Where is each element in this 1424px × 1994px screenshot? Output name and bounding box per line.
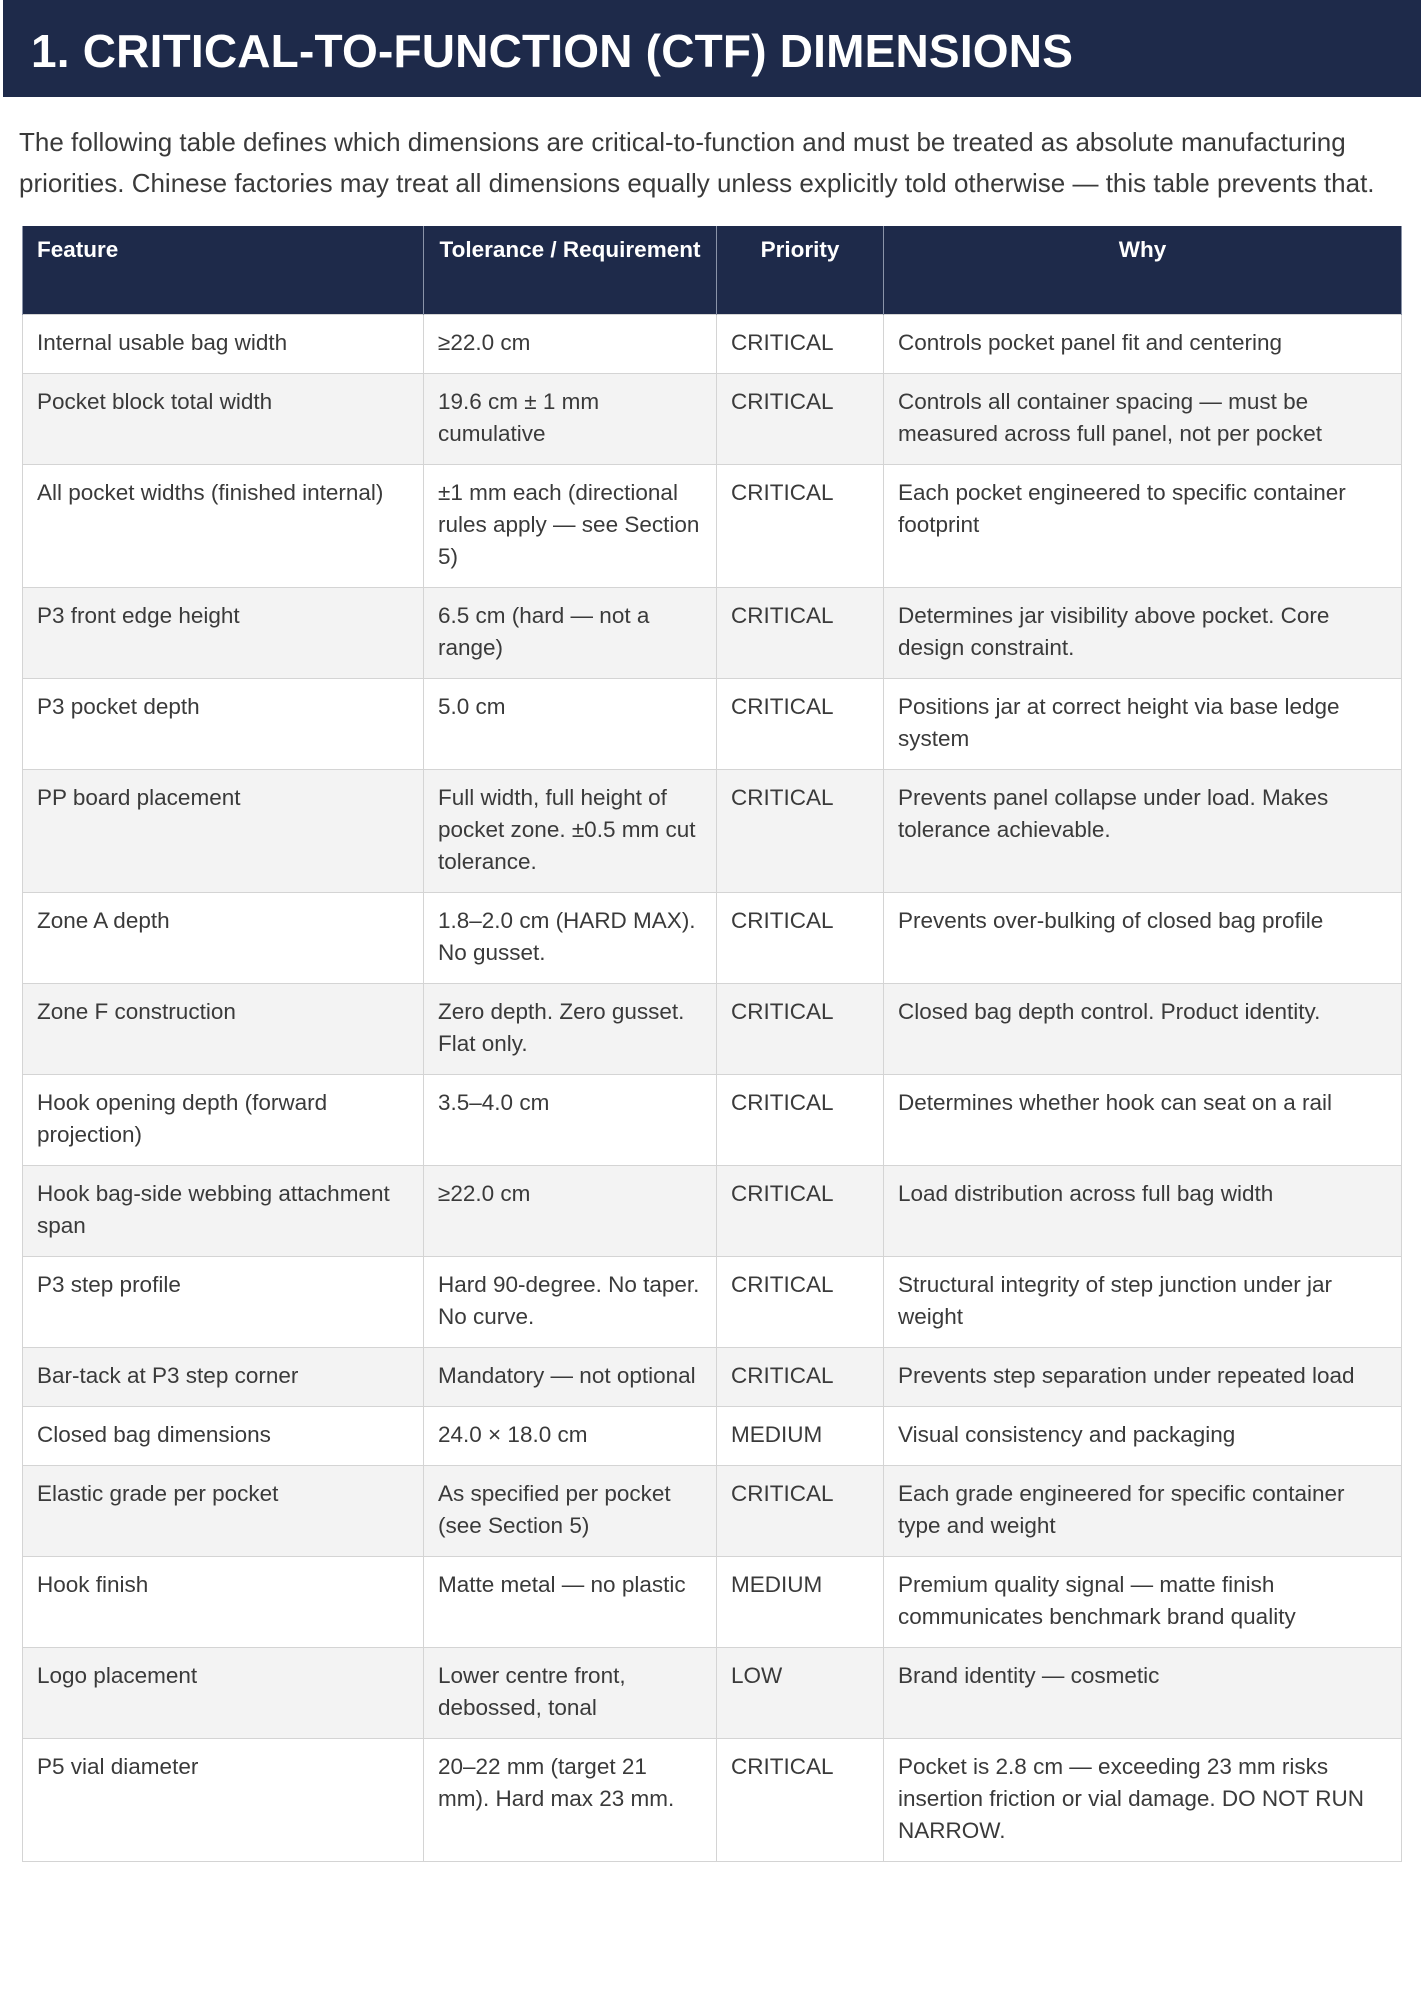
cell-tolerance: As specified per pocket (see Section 5)	[424, 1465, 717, 1556]
cell-feature: Pocket block total width	[23, 373, 424, 464]
table-row	[23, 892, 1402, 983]
cell-why: Load distribution across full bag width	[884, 1165, 1402, 1256]
table-row	[23, 1165, 1402, 1256]
column-header-tolerance: Tolerance / Requirement	[424, 226, 717, 314]
table-row	[23, 1738, 1402, 1861]
cell-feature: Logo placement	[23, 1647, 424, 1738]
column-header-why: Why	[884, 226, 1402, 314]
table-row	[23, 1074, 1402, 1165]
cell-why: Brand identity — cosmetic	[884, 1647, 1402, 1738]
cell-why: Premium quality signal — matte finish communicates benchmark brand quality	[884, 1556, 1402, 1647]
cell-tolerance: 1.8–2.0 cm (HARD MAX). No gusset.	[424, 892, 717, 983]
cell-feature: Bar-tack at P3 step corner	[23, 1347, 424, 1406]
cell-tolerance: Mandatory — not optional	[424, 1347, 717, 1406]
cell-feature: Zone A depth	[23, 892, 424, 983]
cell-tolerance: Hard 90-degree. No taper. No curve.	[424, 1256, 717, 1347]
table-body	[23, 314, 1402, 1861]
section-header-bar	[3, 0, 1421, 97]
cell-priority: CRITICAL	[717, 769, 884, 892]
table-row	[23, 983, 1402, 1074]
cell-why: Positions jar at correct height via base ledge system	[884, 678, 1402, 769]
table-header-row	[23, 226, 1402, 314]
column-header-priority: Priority	[717, 226, 884, 314]
cell-priority: MEDIUM	[717, 1406, 884, 1465]
table-row	[23, 1406, 1402, 1465]
cell-why: Closed bag depth control. Product identity.	[884, 983, 1402, 1074]
cell-tolerance: Matte metal — no plastic	[424, 1556, 717, 1647]
cell-tolerance: 19.6 cm ± 1 mm cumulative	[424, 373, 717, 464]
table-row	[23, 1347, 1402, 1406]
cell-feature: Hook finish	[23, 1556, 424, 1647]
cell-tolerance: Full width, full height of pocket zone. ±0.5 mm cut tolerance.	[424, 769, 717, 892]
column-header-feature: Feature	[23, 226, 424, 314]
cell-why: Structural integrity of step junction under jar weight	[884, 1256, 1402, 1347]
table-row	[23, 587, 1402, 678]
cell-priority: CRITICAL	[717, 1074, 884, 1165]
intro-paragraph: The following table defines which dimensions are critical-to-function and must be treated as absolute manufacturing priorities. Chinese factories may treat all dimensions equally unless explicitly told otherwise — this table prevents that.	[19, 127, 1375, 198]
cell-feature: P3 step profile	[23, 1256, 424, 1347]
cell-feature: P5 vial diameter	[23, 1738, 424, 1861]
cell-priority: CRITICAL	[717, 1738, 884, 1861]
cell-tolerance: 3.5–4.0 cm	[424, 1074, 717, 1165]
table-header	[23, 226, 1402, 314]
cell-why: Prevents panel collapse under load. Makes tolerance achievable.	[884, 769, 1402, 892]
table-row	[23, 769, 1402, 892]
cell-priority: CRITICAL	[717, 464, 884, 587]
cell-why: Controls pocket panel fit and centering	[884, 314, 1402, 373]
table-row	[23, 373, 1402, 464]
cell-feature: P3 front edge height	[23, 587, 424, 678]
cell-why: Each grade engineered for specific container type and weight	[884, 1465, 1402, 1556]
ctf-dimensions-table	[22, 226, 1402, 1862]
table-row	[23, 1556, 1402, 1647]
cell-priority: CRITICAL	[717, 373, 884, 464]
table-row	[23, 464, 1402, 587]
table-row	[23, 1647, 1402, 1738]
cell-tolerance: ≥22.0 cm	[424, 1165, 717, 1256]
cell-feature: Closed bag dimensions	[23, 1406, 424, 1465]
cell-tolerance: ±1 mm each (directional rules apply — see Section 5)	[424, 464, 717, 587]
cell-feature: All pocket widths (finished internal)	[23, 464, 424, 587]
table-row	[23, 678, 1402, 769]
table-row	[23, 1465, 1402, 1556]
cell-why: Determines jar visibility above pocket. Core design constraint.	[884, 587, 1402, 678]
cell-priority: LOW	[717, 1647, 884, 1738]
cell-why: Each pocket engineered to specific container footprint	[884, 464, 1402, 587]
cell-priority: CRITICAL	[717, 1256, 884, 1347]
cell-priority: CRITICAL	[717, 892, 884, 983]
cell-priority: CRITICAL	[717, 983, 884, 1074]
table-row	[23, 314, 1402, 373]
cell-priority: CRITICAL	[717, 1465, 884, 1556]
cell-why: Prevents step separation under repeated load	[884, 1347, 1402, 1406]
cell-tolerance: Lower centre front, debossed, tonal	[424, 1647, 717, 1738]
cell-why: Visual consistency and packaging	[884, 1406, 1402, 1465]
cell-priority: CRITICAL	[717, 314, 884, 373]
cell-priority: CRITICAL	[717, 1347, 884, 1406]
cell-priority: MEDIUM	[717, 1556, 884, 1647]
cell-priority: CRITICAL	[717, 678, 884, 769]
cell-tolerance: ≥22.0 cm	[424, 314, 717, 373]
cell-feature: Zone F construction	[23, 983, 424, 1074]
cell-tolerance: 24.0 × 18.0 cm	[424, 1406, 717, 1465]
cell-feature: Hook bag-side webbing attachment span	[23, 1165, 424, 1256]
cell-tolerance: 5.0 cm	[424, 678, 717, 769]
cell-feature: Hook opening depth (forward projection)	[23, 1074, 424, 1165]
cell-tolerance: Zero depth. Zero gusset. Flat only.	[424, 983, 717, 1074]
cell-why: Prevents over-bulking of closed bag profile	[884, 892, 1402, 983]
cell-why: Pocket is 2.8 cm — exceeding 23 mm risks insertion friction or vial damage. DO NOT RUN NARROW.	[884, 1738, 1402, 1861]
cell-priority: CRITICAL	[717, 1165, 884, 1256]
cell-tolerance: 20–22 mm (target 21 mm). Hard max 23 mm.	[424, 1738, 717, 1861]
cell-why: Determines whether hook can seat on a rail	[884, 1074, 1402, 1165]
cell-feature: Elastic grade per pocket	[23, 1465, 424, 1556]
cell-feature: P3 pocket depth	[23, 678, 424, 769]
cell-priority: CRITICAL	[717, 587, 884, 678]
cell-why: Controls all container spacing — must be measured across full panel, not per pocket	[884, 373, 1402, 464]
cell-feature: PP board placement	[23, 769, 424, 892]
table-row	[23, 1256, 1402, 1347]
cell-tolerance: 6.5 cm (hard — not a range)	[424, 587, 717, 678]
section-title: 1. CRITICAL-TO-FUNCTION (CTF) DIMENSIONS	[31, 24, 1074, 77]
cell-feature: Internal usable bag width	[23, 314, 424, 373]
